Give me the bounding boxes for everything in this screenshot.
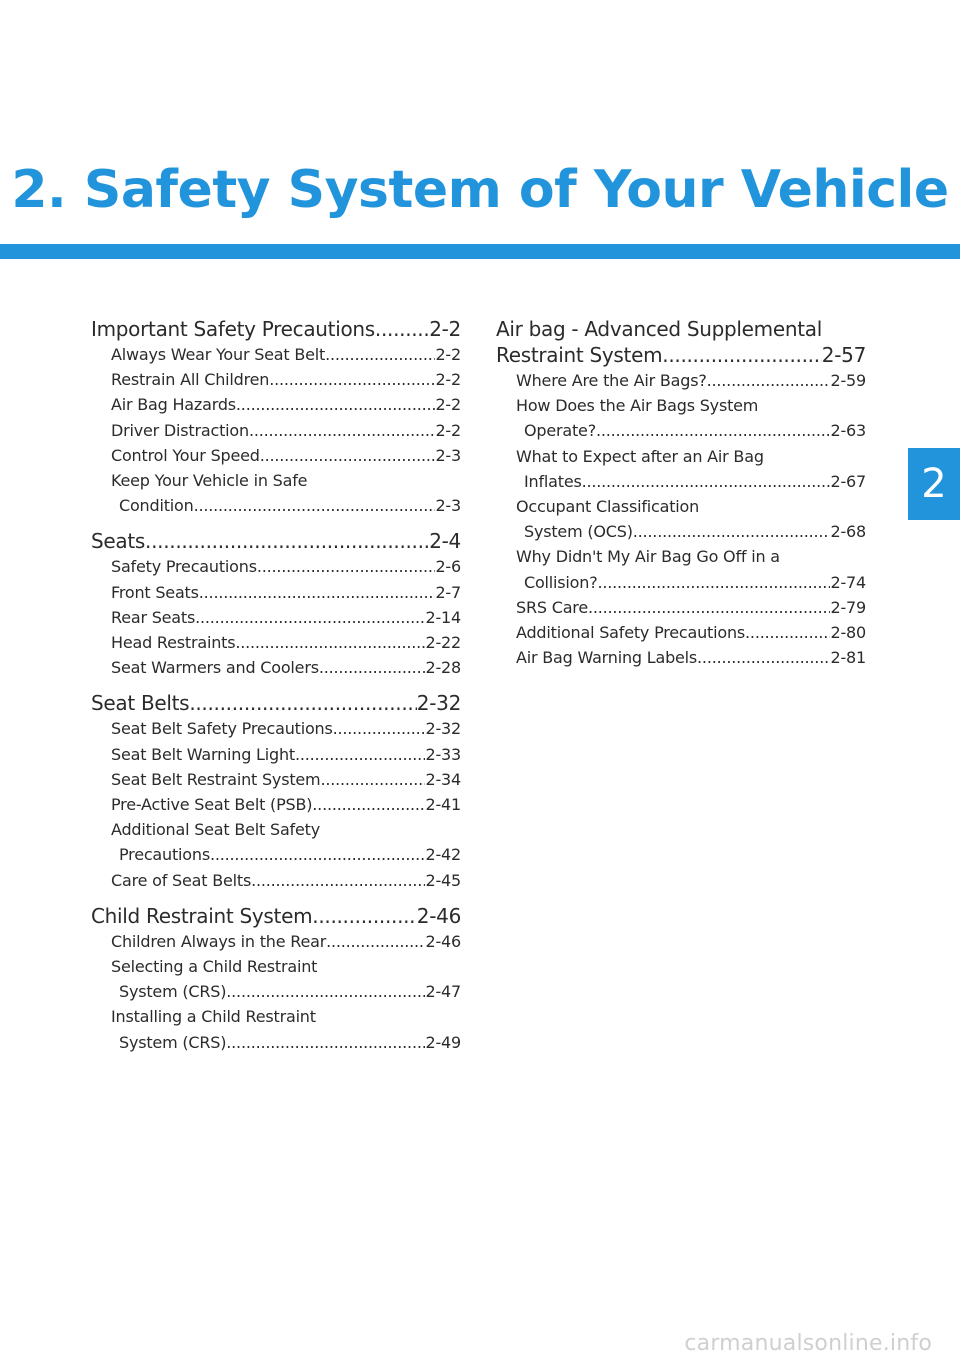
toc-entry-line: Keep Your Vehicle in Safe [111, 471, 308, 491]
toc-entry-page: 2-79 [830, 597, 866, 617]
toc-entry-label: Care of Seat Belts [111, 870, 252, 890]
toc-entry-row[interactable] [111, 630, 461, 655]
toc-entry-label: Restrain All Children [111, 370, 270, 390]
toc-entry-label: Children Always in the Rear [111, 931, 327, 951]
toc-entry-label: Safety Precautions [111, 557, 257, 577]
toc-entry-page: 2-32 [425, 719, 461, 739]
toc-entry-page: 2-67 [830, 471, 866, 491]
toc-entry[interactable] [111, 954, 461, 1004]
toc-entry[interactable] [111, 392, 461, 417]
toc-entry-page: 2-2 [435, 395, 461, 415]
toc-entry-label: Precautions [119, 845, 210, 865]
dot-leader [189, 690, 416, 716]
toc-entry-row[interactable] [524, 469, 866, 494]
section-title: Important Safety Precautions [91, 317, 375, 341]
toc-column-right [496, 316, 866, 680]
toc-entry[interactable] [111, 767, 461, 792]
toc-entry[interactable] [516, 393, 866, 443]
toc-entry-row[interactable] [516, 620, 866, 645]
toc-entry-label: System (CRS) [119, 1032, 227, 1052]
dot-leader [195, 605, 425, 630]
dot-leader [745, 620, 830, 645]
dot-leader [598, 570, 831, 595]
toc-entry[interactable] [516, 544, 866, 594]
toc-entry-page: 2-14 [425, 607, 461, 627]
toc-entry-label: Always Wear Your Seat Belt [111, 345, 326, 364]
toc-entry-row[interactable] [111, 767, 461, 792]
section-title-row [496, 342, 866, 368]
toc-entry-label: Where Are the Air Bags? [516, 371, 707, 390]
toc-entry-label: Seat Belt Restraint System [111, 769, 321, 789]
dot-leader [588, 595, 831, 620]
title-rule [0, 244, 960, 259]
toc-entry-page: 2-74 [830, 572, 866, 592]
toc-entry-label: Head Restraints [111, 633, 236, 653]
toc-entry-row[interactable] [111, 367, 461, 392]
toc-entry-continuation [516, 570, 866, 595]
toc-entry-page: 2-34 [425, 769, 461, 789]
section-heading[interactable] [91, 690, 461, 716]
toc-entry-row[interactable] [111, 418, 461, 443]
toc-entry-continuation [516, 418, 866, 443]
toc-entry[interactable] [516, 620, 866, 645]
toc-section [91, 690, 461, 892]
dot-leader [326, 929, 425, 954]
toc-entry-row[interactable] [111, 554, 461, 579]
toc-entry-row[interactable] [524, 418, 866, 443]
section-page: 2-4 [429, 529, 461, 554]
toc-entry-row[interactable] [524, 519, 866, 544]
toc-entry[interactable] [516, 595, 866, 620]
toc-entry[interactable] [111, 580, 461, 605]
toc-entry[interactable] [111, 655, 461, 680]
section-heading[interactable] [91, 903, 461, 929]
dot-leader [226, 1030, 425, 1055]
toc-entry-row[interactable] [524, 570, 866, 595]
toc-entry-label: Condition [119, 496, 194, 516]
dot-leader [697, 645, 830, 670]
toc-section [496, 316, 866, 670]
section-page: 2-46 [416, 903, 461, 928]
toc-entry-line: Additional Seat Belt Safety [111, 820, 320, 840]
section-items [496, 368, 866, 670]
section-title: Child Restraint System [91, 903, 313, 928]
section-title-row [91, 690, 461, 716]
toc-entry-page: 2-49 [425, 1032, 461, 1052]
section-page: 2-32 [416, 691, 461, 716]
toc-entry-label: Rear Seats [111, 607, 196, 627]
toc-entry-label: System (OCS) [524, 522, 633, 542]
dot-leader [325, 342, 435, 367]
chapter-tab-number: 2 [921, 461, 947, 507]
toc-entry-row[interactable] [119, 979, 461, 1004]
watermark: carmanualsonline.info [684, 1331, 932, 1356]
section-heading[interactable] [91, 316, 461, 342]
toc-entry-page: 2-45 [425, 870, 461, 890]
section-title-row [91, 903, 461, 929]
toc-entry[interactable] [111, 342, 461, 367]
dot-leader [375, 316, 429, 342]
toc-entry-row[interactable] [516, 645, 866, 670]
toc-entry-page: 2-3 [435, 496, 461, 516]
toc-entry-row[interactable] [111, 929, 461, 954]
toc-entry-row[interactable] [111, 716, 461, 741]
dot-leader [707, 368, 831, 393]
toc-entry-label: Operate? [524, 421, 596, 441]
dot-leader [199, 580, 436, 605]
toc-entry-page: 2-68 [830, 522, 866, 542]
toc-column-left [91, 316, 461, 1065]
section-items [91, 929, 461, 1055]
section-page: 2-57 [821, 343, 866, 367]
section-items [91, 554, 461, 680]
toc-entry-page: 2-63 [830, 421, 866, 441]
section-title: Restraint System [496, 343, 663, 367]
toc-entry-label: Control Your Speed [111, 445, 260, 465]
section-title: Seats [91, 529, 146, 554]
toc-entry-page: 2-46 [425, 931, 461, 951]
dot-leader [257, 554, 436, 579]
toc-entry-label: Front Seats [111, 582, 199, 602]
toc-entry-label: Seat Belt Warning Light [111, 744, 295, 764]
toc-entry-page: 2-59 [830, 371, 866, 390]
toc-entry[interactable] [516, 368, 866, 393]
toc-entry-page: 2-33 [425, 744, 461, 764]
toc-entry-label: Air Bag Warning Labels [516, 648, 698, 668]
section-title-line: Air bag - Advanced Supplemental [496, 317, 822, 341]
toc-entry-page: 2-28 [425, 658, 461, 678]
dot-leader [662, 342, 822, 368]
dot-leader [312, 903, 417, 929]
toc-entry-label: SRS Care [516, 597, 588, 617]
toc-section [91, 903, 461, 1055]
toc-entry-line: Why Didn't My Air Bag Go Off in a [516, 547, 780, 567]
toc-entry-page: 2-3 [435, 445, 461, 465]
dot-leader [295, 742, 425, 767]
toc-entry-row[interactable] [119, 493, 461, 518]
toc-entry[interactable] [516, 645, 866, 670]
toc-entry-continuation [111, 979, 461, 1004]
toc-entry-page: 2-80 [830, 623, 866, 643]
toc-entry[interactable] [111, 742, 461, 767]
toc-entry[interactable] [111, 868, 461, 893]
toc-entry-line: Selecting a Child Restraint [111, 957, 318, 977]
dot-leader [194, 493, 436, 518]
toc-entry-row[interactable] [111, 342, 461, 367]
toc-entry-row[interactable] [119, 1030, 461, 1055]
toc-entry-label: Seat Belt Safety Precautions [111, 719, 333, 739]
toc-entry-label: Driver Distraction [111, 420, 249, 440]
toc-entry-continuation [111, 493, 461, 518]
dot-leader [582, 469, 831, 494]
dot-leader [235, 630, 425, 655]
toc-entry-row[interactable] [111, 392, 461, 417]
toc-entry[interactable] [111, 468, 461, 518]
dot-leader [249, 418, 436, 443]
toc-entry-row[interactable] [111, 443, 461, 468]
section-heading[interactable] [91, 528, 461, 554]
toc-entry[interactable] [111, 367, 461, 392]
toc-entry-continuation [111, 842, 461, 867]
toc-entry[interactable] [111, 792, 461, 817]
dot-leader [226, 979, 425, 1004]
toc-entry[interactable] [111, 630, 461, 655]
toc-entry[interactable] [516, 444, 866, 494]
chapter-tab[interactable] [908, 448, 960, 520]
toc-entry-line: Installing a Child Restraint [111, 1007, 316, 1027]
toc-entry-row[interactable] [111, 792, 461, 817]
dot-leader [210, 842, 426, 867]
section-items [91, 716, 461, 892]
toc-entry-row[interactable] [111, 580, 461, 605]
toc-entry-row[interactable] [119, 842, 461, 867]
toc-entry[interactable] [111, 1004, 461, 1054]
toc-entry-line: Occupant Classification [516, 497, 700, 517]
toc-entry-continuation [516, 519, 866, 544]
dot-leader [333, 716, 426, 741]
toc-entry-label: System (CRS) [119, 982, 227, 1002]
section-title-row [91, 528, 461, 554]
toc-entry[interactable] [516, 494, 866, 544]
toc-entry-row[interactable] [516, 368, 866, 393]
toc-entry-row[interactable] [111, 605, 461, 630]
toc-entry[interactable] [111, 443, 461, 468]
section-title-row [91, 316, 461, 342]
toc-entry[interactable] [111, 554, 461, 579]
toc-entry[interactable] [111, 716, 461, 741]
toc-entry-page: 2-22 [425, 633, 461, 653]
toc-entry-page: 2-41 [425, 795, 461, 815]
toc-entry-label: Collision? [524, 572, 598, 592]
dot-leader [596, 418, 830, 443]
dot-leader [145, 528, 429, 554]
toc-entry[interactable] [111, 929, 461, 954]
dot-leader [251, 868, 425, 893]
toc-entry-page: 2-42 [425, 845, 461, 865]
toc-entry-page: 2-47 [425, 982, 461, 1002]
dot-leader [633, 519, 831, 544]
dot-leader [312, 792, 425, 817]
toc-entry-continuation [111, 1030, 461, 1055]
toc-entry-page: 2-7 [435, 582, 461, 602]
toc-entry-page: 2-81 [830, 648, 866, 668]
toc-entry-page: 2-2 [435, 345, 461, 364]
toc-entry[interactable] [111, 605, 461, 630]
toc-entry-row[interactable] [111, 868, 461, 893]
toc-entry-line: How Does the Air Bags System [516, 396, 759, 416]
toc-entry-page: 2-6 [435, 557, 461, 577]
dot-leader [236, 392, 436, 417]
section-title: Seat Belts [91, 691, 190, 716]
toc-entry-page: 2-2 [435, 370, 461, 390]
toc-entry-line: What to Expect after an Air Bag [516, 446, 764, 466]
toc-entry-label: Additional Safety Precautions [516, 623, 746, 643]
dot-leader [319, 655, 426, 680]
dot-leader [320, 767, 425, 792]
toc-entry-row[interactable] [516, 595, 866, 620]
toc-entry-row[interactable] [111, 655, 461, 680]
toc-entry[interactable] [111, 418, 461, 443]
toc-entry-label: Pre-Active Seat Belt (PSB) [111, 795, 313, 815]
chapter-title: 2. Safety System of Your Vehicle [11, 160, 949, 220]
dot-leader [260, 443, 436, 468]
toc-section [91, 316, 461, 518]
toc-entry[interactable] [111, 817, 461, 867]
toc-entry-label: Seat Warmers and Coolers [111, 658, 319, 678]
dot-leader [269, 367, 435, 392]
section-items [91, 342, 461, 518]
toc-entry-row[interactable] [111, 742, 461, 767]
toc-section [91, 528, 461, 680]
toc-entry-label: Air Bag Hazards [111, 395, 236, 415]
toc-entry-page: 2-2 [435, 420, 461, 440]
toc-entry-continuation [516, 469, 866, 494]
toc-entry-label: Inflates [524, 471, 582, 491]
section-heading[interactable] [496, 316, 866, 368]
section-page: 2-2 [429, 317, 461, 341]
